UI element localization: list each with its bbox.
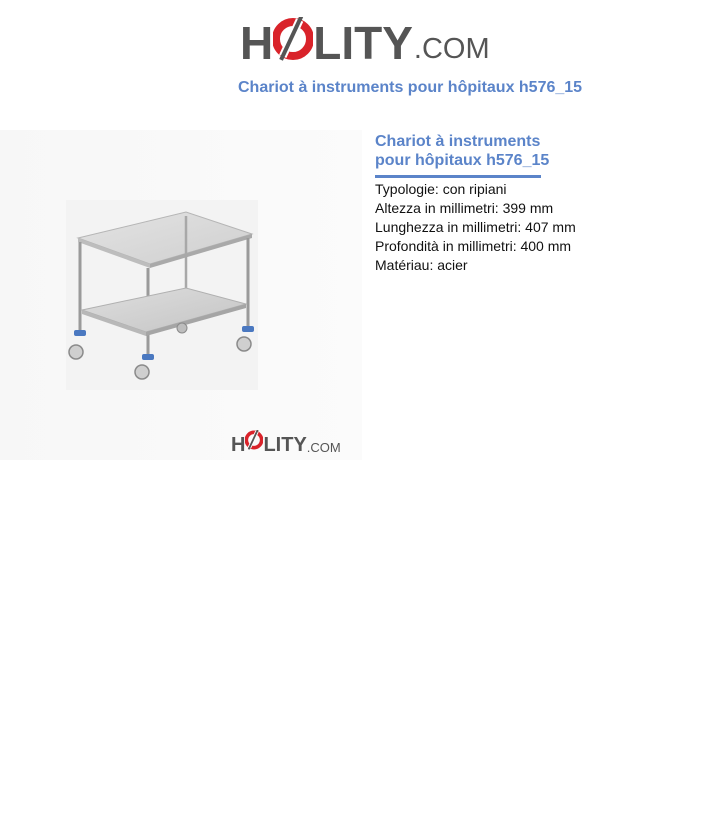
logo-domain: .COM [413, 33, 490, 65]
logo-domain: .COM [306, 440, 341, 455]
spec-materiau: Matériau: acier [375, 257, 468, 273]
product-details [375, 132, 695, 275]
logo-letter-h: H [240, 17, 274, 69]
spec-list [375, 180, 695, 275]
title-divider [375, 175, 541, 178]
spec-lunghezza: Lunghezza in millimetri: 407 mm [375, 219, 576, 235]
logo-letters-lity: LITY [313, 17, 413, 69]
spec-altezza: Altezza in millimetri: 399 mm [375, 200, 554, 216]
logo-letter-h: H [231, 434, 246, 456]
logo-o-emblem-icon [273, 17, 313, 66]
product-image [0, 130, 362, 460]
page-title: Chariot à instruments pour hôpitaux h576_15 [238, 79, 583, 96]
instrument-trolley-image [0, 130, 362, 460]
logo-letters-lity: LITY [263, 434, 307, 456]
spec-profondita: Profondità in millimetri: 400 mm [375, 238, 572, 254]
brand-logo-small [231, 430, 341, 455]
product-title: Chariot à instruments pour hôpitaux h576_15 [375, 133, 550, 169]
spec-typologie: Typologie: con ripiani [375, 181, 507, 197]
logo-o-emblem-icon [245, 430, 263, 455]
brand-logo[interactable] [240, 10, 490, 69]
